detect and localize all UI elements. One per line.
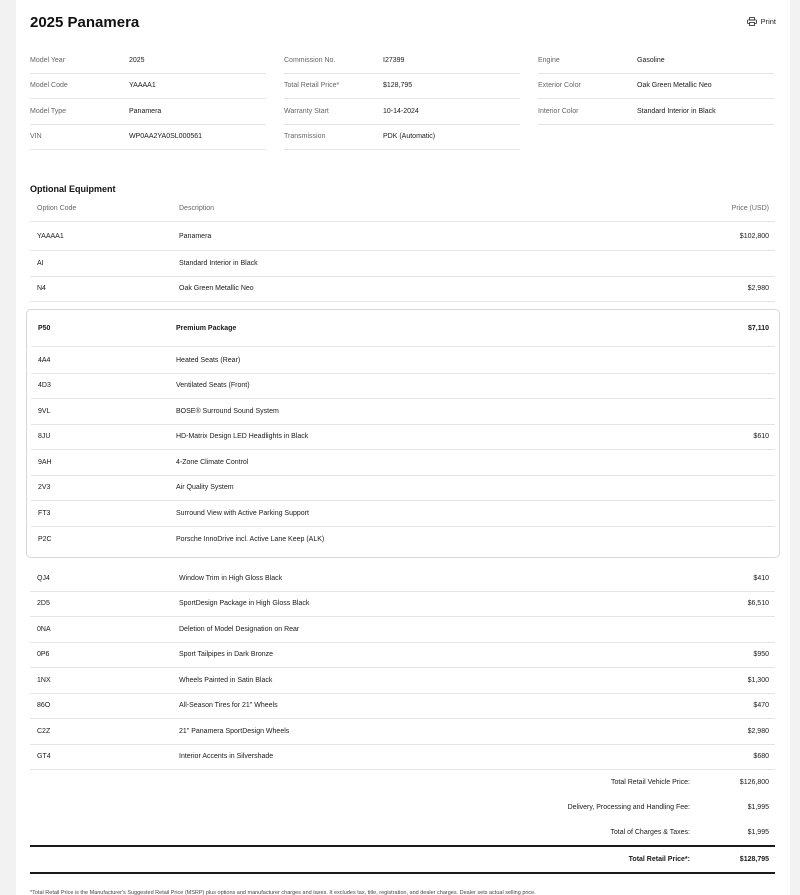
option-price: $680 bbox=[753, 753, 769, 761]
option-description: Surround View with Active Parking Support bbox=[176, 509, 309, 517]
specs-column-1 bbox=[30, 48, 266, 150]
spec-value: PDK (Automatic) bbox=[383, 133, 436, 141]
option-code: P2C bbox=[38, 535, 52, 543]
options-bottom-rows bbox=[30, 566, 775, 770]
vehicle-details-card bbox=[16, 0, 790, 895]
option-code: 8JU bbox=[38, 433, 51, 441]
printer-icon bbox=[747, 17, 757, 26]
spec-value: I27399 bbox=[383, 56, 405, 64]
option-description: Oak Green Metallic Neo bbox=[179, 285, 254, 293]
table-row bbox=[30, 222, 775, 251]
option-description: 21" Panamera SportDesign Wheels bbox=[179, 727, 290, 735]
list-item bbox=[31, 374, 775, 400]
option-code: GT4 bbox=[37, 753, 51, 761]
spec-row bbox=[538, 48, 774, 74]
spec-label: Model Code bbox=[30, 82, 68, 90]
package-code: P50 bbox=[38, 324, 51, 332]
spec-row bbox=[30, 99, 266, 125]
option-price: $6,510 bbox=[747, 600, 769, 608]
spec-row bbox=[284, 99, 520, 125]
option-description: BOSE® Surround Sound System bbox=[176, 407, 279, 415]
option-description: All-Season Tires for 21" Wheels bbox=[179, 702, 278, 710]
premium-package-group bbox=[26, 309, 780, 558]
options-table-header bbox=[30, 196, 775, 222]
grand-total-label: Total Retail Price*: bbox=[628, 856, 690, 863]
table-row bbox=[30, 566, 775, 592]
table-row bbox=[30, 251, 775, 277]
header-option-code: Option Code bbox=[37, 205, 77, 212]
total-label: Delivery, Processing and Handling Fee: bbox=[567, 804, 690, 811]
optional-equipment-title: Optional Equipment bbox=[30, 184, 116, 194]
total-label: Total of Charges & Taxes: bbox=[610, 829, 690, 836]
list-item bbox=[31, 450, 775, 476]
option-code: 0NA bbox=[37, 625, 51, 633]
spec-label: Model Year bbox=[30, 56, 66, 64]
option-code: QJ4 bbox=[37, 574, 50, 582]
grand-total-row bbox=[30, 845, 775, 874]
list-item bbox=[31, 348, 775, 374]
package-price: $7,110 bbox=[747, 324, 769, 332]
spec-label: VIN bbox=[30, 133, 42, 141]
list-item bbox=[31, 399, 775, 425]
option-code: N4 bbox=[37, 285, 46, 293]
spec-value: Gasoline bbox=[637, 56, 665, 64]
spec-label: Model Type bbox=[30, 107, 67, 115]
spec-label: Commission No. bbox=[284, 56, 336, 64]
spec-row bbox=[284, 125, 520, 151]
table-row bbox=[30, 617, 775, 643]
spec-row bbox=[30, 74, 266, 100]
spec-value: $128,795 bbox=[383, 82, 413, 90]
option-code: FT3 bbox=[38, 509, 51, 517]
package-header-row bbox=[31, 310, 775, 347]
option-price: $410 bbox=[753, 574, 769, 582]
total-row bbox=[30, 795, 775, 820]
option-code: 4A4 bbox=[38, 356, 51, 364]
option-code: 9AH bbox=[38, 458, 52, 466]
list-item bbox=[31, 527, 775, 553]
specs-column-3 bbox=[538, 48, 774, 150]
total-value: $1,995 bbox=[747, 804, 769, 811]
price-disclaimer: *Total Retail Price is the Manufacturer's Suggested Retail Price (MSRP) plus options and manufacturer charges and taxes. It excludes tax, title, registration, and dealer charges. Dealer sets actual selling price. bbox=[30, 890, 536, 895]
spec-value: Standard Interior in Black bbox=[637, 107, 716, 115]
option-price: $610 bbox=[753, 433, 769, 441]
spec-row bbox=[284, 48, 520, 74]
spec-row bbox=[538, 74, 774, 100]
spec-row bbox=[30, 125, 266, 151]
option-description: Interior Accents in Silvershade bbox=[179, 753, 274, 761]
spec-label: Warranty Start bbox=[284, 107, 329, 115]
option-price: $2,980 bbox=[747, 285, 769, 293]
table-row bbox=[30, 643, 775, 669]
table-row bbox=[30, 694, 775, 720]
spec-value: YAAAA1 bbox=[129, 82, 156, 90]
spec-value: Oak Green Metallic Neo bbox=[637, 82, 712, 90]
spec-value: 10-14-2024 bbox=[383, 107, 419, 115]
option-description: Heated Seats (Rear) bbox=[176, 356, 241, 364]
total-label: Total Retail Vehicle Price: bbox=[611, 779, 690, 786]
option-code: YAAAA1 bbox=[37, 232, 64, 240]
spec-row bbox=[30, 48, 266, 74]
option-description: Standard Interior in Black bbox=[179, 259, 258, 267]
print-button[interactable] bbox=[747, 17, 776, 26]
spec-label: Transmission bbox=[284, 133, 326, 141]
grand-total-value: $128,795 bbox=[739, 856, 769, 863]
header-price: Price (USD) bbox=[731, 205, 769, 212]
option-code: 2V3 bbox=[38, 484, 51, 492]
table-row bbox=[30, 719, 775, 745]
spec-value: WP0AA2YA0SL000561 bbox=[129, 133, 203, 141]
table-row bbox=[30, 745, 775, 771]
option-description: Ventilated Seats (Front) bbox=[176, 382, 250, 390]
price-totals bbox=[30, 770, 775, 845]
option-price: $950 bbox=[753, 651, 769, 659]
vehicle-specs bbox=[30, 48, 775, 150]
spec-row bbox=[284, 74, 520, 100]
spec-label: Interior Color bbox=[538, 107, 579, 115]
option-code: C2Z bbox=[37, 727, 51, 735]
option-code: 9VL bbox=[38, 407, 51, 415]
spec-value: 2025 bbox=[129, 56, 145, 64]
total-value: $126,800 bbox=[739, 779, 769, 786]
option-code: 2D5 bbox=[37, 600, 50, 608]
option-code: 4D3 bbox=[38, 382, 51, 390]
option-description: Wheels Painted in Satin Black bbox=[179, 676, 273, 684]
option-price: $2,980 bbox=[747, 727, 769, 735]
option-code: 0P6 bbox=[37, 651, 50, 659]
option-code: 86O bbox=[37, 702, 51, 710]
option-price: $470 bbox=[753, 702, 769, 710]
total-row bbox=[30, 770, 775, 795]
package-description: Premium Package bbox=[176, 324, 237, 332]
list-item bbox=[31, 425, 775, 451]
page-title: 2025 Panamera bbox=[30, 14, 140, 31]
list-item bbox=[31, 476, 775, 502]
list-item bbox=[31, 501, 775, 527]
options-top-rows bbox=[30, 222, 775, 302]
option-description: HD-Matrix Design LED Headlights in Black bbox=[176, 433, 309, 441]
spec-label: Total Retail Price* bbox=[284, 82, 340, 90]
spec-label: Engine bbox=[538, 56, 560, 64]
option-price: $102,800 bbox=[739, 232, 769, 240]
option-description: Window Trim in High Gloss Black bbox=[179, 574, 283, 582]
table-row bbox=[30, 668, 775, 694]
option-description: 4-Zone Climate Control bbox=[176, 458, 249, 466]
spec-value: Panamera bbox=[129, 107, 162, 115]
package-items bbox=[27, 347, 779, 552]
total-value: $1,995 bbox=[747, 829, 769, 836]
table-row bbox=[30, 592, 775, 618]
table-row bbox=[30, 277, 775, 303]
option-description: Air Quality System bbox=[176, 484, 234, 492]
option-description: SportDesign Package in High Gloss Black bbox=[179, 600, 310, 608]
print-label: Print bbox=[760, 17, 776, 26]
total-row bbox=[30, 820, 775, 845]
option-code: AI bbox=[37, 259, 44, 267]
option-price: $1,300 bbox=[747, 676, 769, 684]
option-description: Deletion of Model Designation on Rear bbox=[179, 625, 300, 633]
option-description: Porsche InnoDrive incl. Active Lane Keep (ALK) bbox=[176, 535, 325, 543]
option-description: Panamera bbox=[179, 232, 212, 240]
option-code: 1NX bbox=[37, 676, 51, 684]
specs-column-2 bbox=[284, 48, 520, 150]
spec-row bbox=[538, 99, 774, 125]
option-description: Sport Tailpipes in Dark Bronze bbox=[179, 651, 274, 659]
header-description: Description bbox=[179, 205, 215, 212]
spec-label: Exterior Color bbox=[538, 82, 581, 90]
